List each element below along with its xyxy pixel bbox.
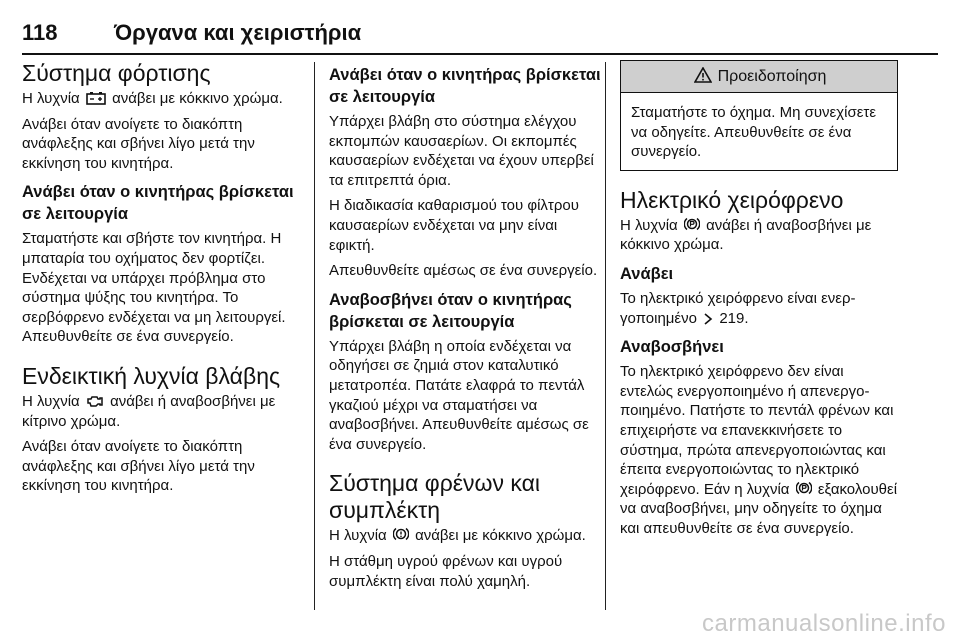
battery-icon bbox=[86, 91, 106, 105]
page-header bbox=[22, 20, 938, 56]
epb-flash-post: εξακολουθεί να αναβοσβήνει, μην οδηγείτε το όχημα και απευθυνθείτε σε ένα συνεργείο. bbox=[620, 480, 898, 537]
flashing-subheading: Αναβοσβήνει όταν ο κινητήρας βρίσκεται σε λειτουργία bbox=[329, 290, 572, 331]
brake-lamp-pre: Η λυχνία bbox=[329, 527, 387, 545]
epb-lamp-pre: Η λυχνία bbox=[620, 216, 678, 234]
brake-lamp-post: ανάβει με κόκκινο χρώμα. bbox=[415, 527, 586, 545]
watermark: carmanualsonline.info bbox=[702, 610, 946, 637]
parking-brake-icon bbox=[796, 480, 812, 496]
epb-flash-pre: Το ηλεκτρικό χειρόφρενο δεν είναι εντελώς ενεργοποιημένο ή απενεργοποιημένο. Πατήστε το πεντάλ φρένων και επιχειρήστε να επανεκκινήσετε το σύστημα, πρώτα απενεργοποιώντας και έπειτα ενεργοποιώντας το ηλεκτρικό χειρόφρενο. Εάν η λυχνία bbox=[620, 363, 894, 498]
epb-on-subheading: Ανάβει bbox=[620, 264, 674, 283]
warning-box bbox=[620, 60, 898, 171]
warning-header bbox=[621, 61, 897, 93]
epb-lamp-text bbox=[620, 216, 898, 255]
warning-text: Σταματήστε το όχημα. Μη συνεχίσετε να οδηγείτε. Απευθυνθείτε σε ένα συνεργείο. bbox=[631, 104, 877, 161]
charging-lamp-text bbox=[22, 89, 300, 109]
charging-desc: Ανάβει όταν ανοίγετε το διακόπτη ανάφλεξης και σβήνει λίγο μετά την εκκίνηση του κινητήρα. bbox=[22, 115, 255, 172]
header-rule bbox=[22, 53, 938, 55]
brake-heading: Σύστημα φρένων και συμπλέκτη bbox=[329, 470, 541, 524]
column-2 bbox=[329, 60, 607, 597]
warning-triangle-icon bbox=[694, 67, 712, 83]
epb-page-ref: 219. bbox=[719, 309, 749, 327]
malfunction-lamp-post: ανάβει ή αναβοσβήνει με κίτρινο χρώμα. bbox=[22, 392, 276, 430]
column-1 bbox=[22, 60, 300, 502]
brake-lamp-text bbox=[329, 526, 607, 546]
charging-action: Σταματήστε και σβήστε τον κινητήρα. Η μπαταρία του οχήματος δεν φορτίζει. Ενδέχεται να υπάρχει πρόβλημα στο σύστημα ψύξης του κινητήρα. Το σερβόφρενο ενδέχεται να μη λειτουργεί. Απευθυνθείτε σε ένα συνεργείο. bbox=[22, 230, 286, 346]
charging-heading: Σύστημα φόρτισης bbox=[22, 60, 211, 86]
charging-lamp-pre: Η λυχνία bbox=[22, 90, 80, 107]
engine-running-subheading: Ανάβει όταν ο κινητήρας βρίσκεται σε λειτουργία bbox=[329, 66, 601, 106]
malfunction-heading: Ενδεικτική λυχνία βλάβης bbox=[22, 362, 281, 389]
epb-on-pre: Το ηλεκτρικό χειρόφρενο είναι ενεργοποιημένο bbox=[620, 289, 856, 327]
column-divider-1 bbox=[314, 62, 315, 610]
filter-text: Η διαδικασία καθαρισμού του φίλτρου καυσαερίων ενδέχεται να μην είναι εφικτή. bbox=[329, 197, 579, 254]
page-ref-arrow-icon bbox=[703, 313, 713, 325]
epb-flash-subheading: Αναβοσβήνει bbox=[620, 338, 724, 357]
page-title: Όργανα και χειριστήρια bbox=[114, 20, 362, 45]
warning-title: Προειδοποίηση bbox=[717, 68, 827, 85]
catalytic-text: Υπάρχει βλάβη η οποία ενδέχεται να οδηγήσει σε ζημιά στον καταλυτικό μετατροπέα. Πατάτε ελαφρά το πεντάλ γκαζιού μέχρι να σταματήσει να αναβοσβήνει. Απευθυνθείτε αμέσως σε ένα συνεργείο. bbox=[329, 337, 589, 453]
engine-check-icon bbox=[86, 394, 104, 408]
malfunction-lamp-pre: Η λυχνία bbox=[22, 392, 80, 410]
column-3 bbox=[620, 60, 898, 545]
emission-fault-text: Υπάρχει βλάβη στο σύστημα ελέγχου εκπομπών καυσαερίων. Οι εκπομπές καυσαερίων ενδέχεται να έχουν υπερβεί τα επιτρεπτά όρια. bbox=[329, 113, 594, 189]
parking-brake-icon bbox=[684, 216, 700, 232]
epb-flash-text bbox=[620, 362, 898, 538]
brake-desc: Η στάθμη υγρού φρένων και υγρού συμπλέκτη είναι πολύ χαμηλή. bbox=[329, 552, 563, 590]
epb-on-text bbox=[620, 289, 898, 328]
contact-workshop-text: Απευθυνθείτε αμέσως σε ένα συνεργείο. bbox=[329, 262, 598, 280]
brake-warning-icon bbox=[393, 526, 409, 542]
epb-heading: Ηλεκτρικό χειρόφρενο bbox=[620, 186, 844, 213]
charging-subheading: Ανάβει όταν ο κινητήρας βρίσκεται σε λειτουργία bbox=[22, 183, 294, 224]
charging-lamp-post: ανάβει με κόκκινο χρώμα. bbox=[112, 90, 283, 107]
malfunction-lamp-text bbox=[22, 392, 300, 431]
malfunction-desc: Ανάβει όταν ανοίγετε το διακόπτη ανάφλεξης και σβήνει λίγο μετά την εκκίνηση του κινητήρα. bbox=[22, 438, 255, 495]
page-number: 118 bbox=[22, 20, 58, 45]
epb-lamp-post: ανάβει ή αναβοσβήνει με κόκκινο χρώμα. bbox=[620, 216, 872, 254]
